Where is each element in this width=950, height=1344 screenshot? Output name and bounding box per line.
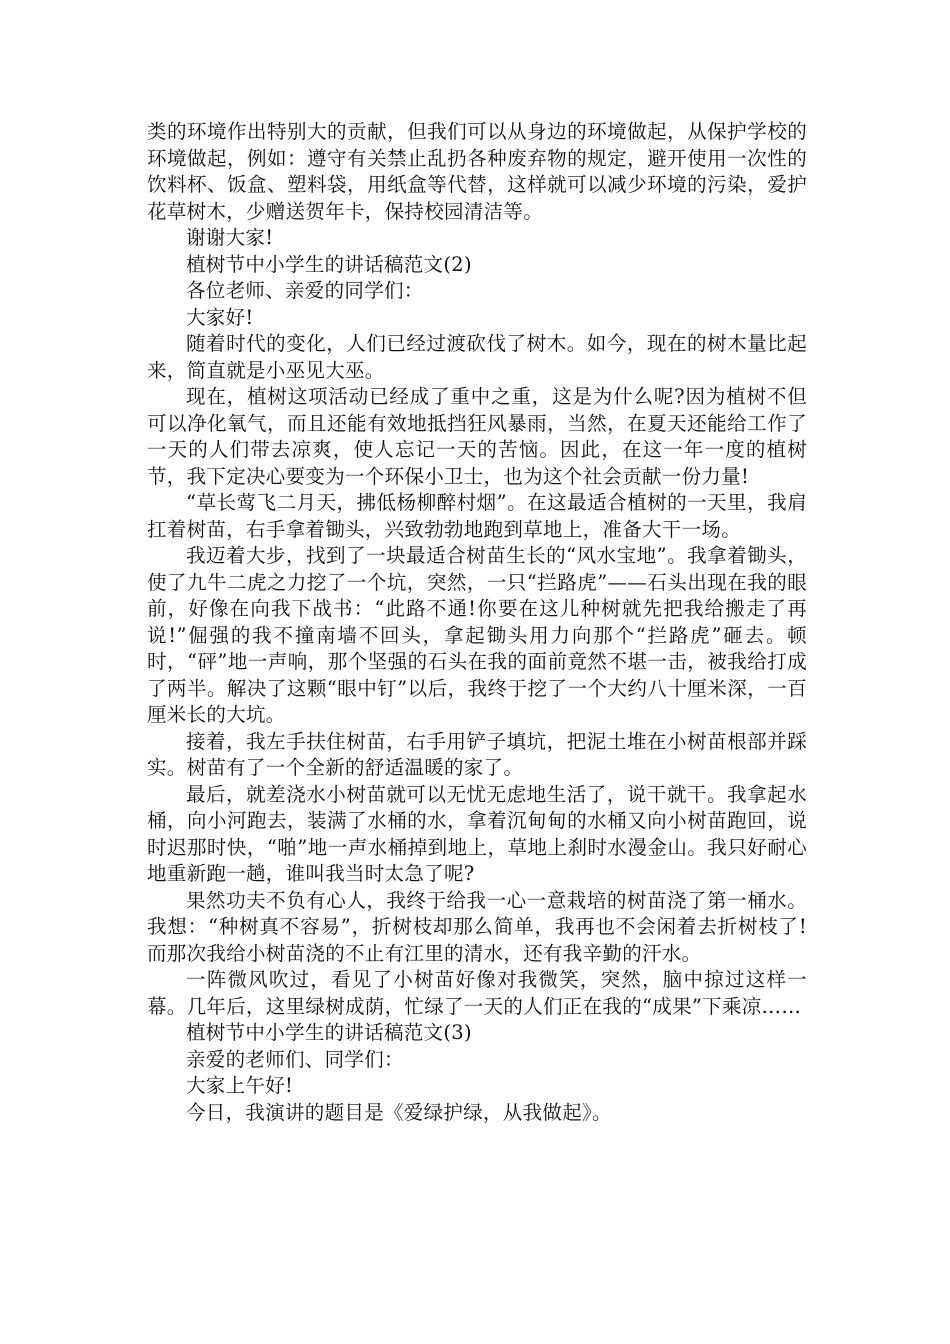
greeting: 大家好! [186, 305, 254, 329]
closing-thanks: 谢谢大家! [186, 226, 274, 249]
salutation: 亲爱的老师们、同学们： [186, 1047, 404, 1071]
paragraph-continued: 类的环境作出特别大的贡献，但我们可以从身边的环境做起，从保护学校的环境做起，例如：遵守有关禁止乱扔各种废弃物的规定，避开使用一次性的饮料杯、饭盒、塑料袋，用纸盒等代替，这样就可以减少环境的污染，爱护花草树木，少赠送贺年卡，保持校园清洁等。 [147, 120, 807, 223]
paragraph: 今日，我演讲的题目是《爱绿护绿，从我做起》。 [186, 1100, 612, 1124]
paragraph: “草长莺飞二月天，拂低杨柳醉村烟”。在这最适合植树的一天里，我肩扛着树苗，右手拿着锄头，兴致勃勃地跑到草地上，准备大干一场。 [147, 491, 807, 541]
paragraph: 现在，植树这项活动已经成了重中之重，这是为什么呢?因为植树不但可以净化氧气，而且还能有效地抵挡狂风暴雨，当然，在夏天还能给工作了一天的人们带去凉爽，使人忘记一天的苦恼。因此，在这一年一度的植树节，我下定决心要变为一个环保小卫士，也为这个社会贡献一份力量! [147, 385, 807, 488]
paragraph: 我迈着大步，找到了一块最适合树苗生长的“风水宝地”。我拿着锄头，使了九牛二虎之力挖了一个坑，突然，一只“拦路虎”——石头出现在我的眼前，好像在向我下战书：“此路不通!你要在这儿种树就先把我给搬走了再说!”倔强的我不撞南墙不回头，拿起锄头用力向那个“拦路虎”砸去。顿时，“砰”地一声响，那个坚强的石头在我的面前竟然不堪一击，被我给打成了两半。解决了这颗“眼中钉”以后，我终于挖了一个大约八十厘米深，一百厘米长的大坑。 [147, 544, 807, 726]
paragraph: 果然功夫不负有心人，我终于给我一心一意栽培的树苗浇了第一桶水。我想：“种树真不容易”，折树枝却那么简单，我再也不会闲着去折树枝了!而那次我给小树苗浇的不止有江里的清水，还有我辛勤的汗水。 [147, 888, 807, 965]
paragraph: 随着时代的变化，人们已经过渡砍伐了树木。如今，现在的树木量比起来，简直就是小巫见大巫。 [147, 332, 807, 382]
section-title-2: 植树节中小学生的讲话稿范文(2) [186, 252, 472, 276]
paragraph: 接着，我左手扶住树苗，右手用铲子填坑，把泥土堆在小树苗根部并踩实。树苗有了一个全新的舒适温暖的家了。 [147, 729, 807, 779]
document-body [147, 119, 807, 1126]
section-title-3: 植树节中小学生的讲话稿范文(3) [186, 1021, 472, 1044]
paragraph: 一阵微风吹过，看见了小树苗好像对我微笑，突然，脑中掠过这样一幕。几年后，这里绿树成荫，忙绿了一天的人们正在我的“成果”下乘凉…… [147, 968, 807, 1018]
paragraph: 最后，就差浇水小树苗就可以无忧无虑地生活了，说干就干。我拿起水桶，向小河跑去，装满了水桶的水，拿着沉甸甸的水桶又向小树苗跑回，说时迟那时快，“啪”地一声水桶掉到地上，草地上刹时水漫金山。我只好耐心地重新跑一趟，谁叫我当时太急了呢? [147, 782, 807, 885]
salutation: 各位老师、亲爱的同学们： [186, 279, 424, 302]
greeting: 大家上午好! [186, 1074, 294, 1097]
